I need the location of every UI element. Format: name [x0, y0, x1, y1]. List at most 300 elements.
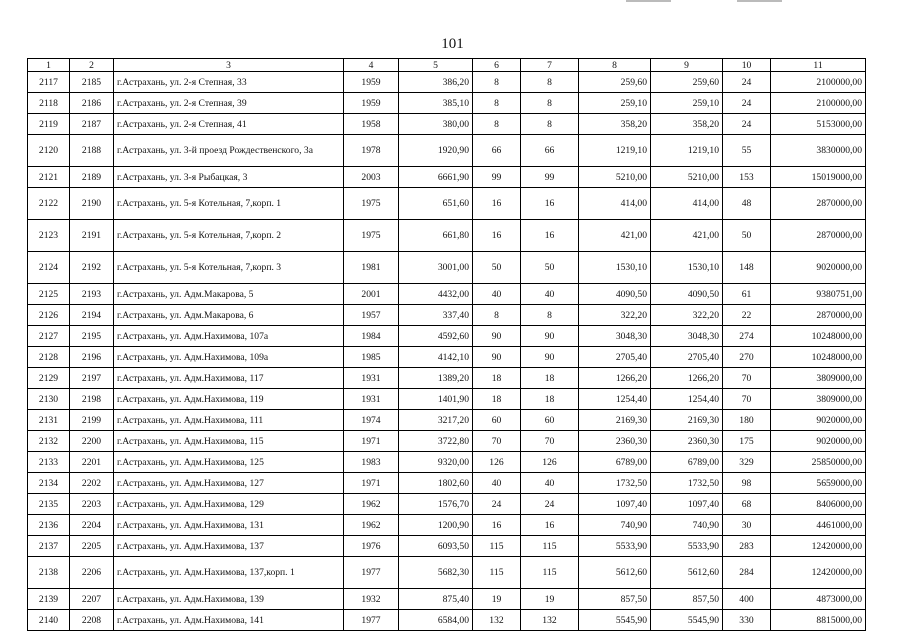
apartments-count-a-cell: 90: [473, 347, 521, 368]
year-built-cell: 1976: [344, 536, 399, 557]
record-id-cell: 2204: [70, 515, 114, 536]
living-area-a-cell: 2705,40: [579, 347, 651, 368]
row-number-cell: 2138: [28, 557, 70, 589]
address-cell: г.Астрахань, ул. 3-я Рыбацкая, 3: [114, 167, 344, 188]
table-row: [28, 188, 866, 220]
column-header: 9: [651, 59, 723, 72]
table-row: [28, 452, 866, 473]
table-row: [28, 93, 866, 114]
address-cell: г.Астрахань, ул. Адм.Нахимова, 107а: [114, 326, 344, 347]
residents-count-cell: 24: [723, 114, 771, 135]
residents-count-cell: 50: [723, 220, 771, 252]
address-cell: г.Астрахань, ул. Адм.Нахимова, 137,корп. 1: [114, 557, 344, 589]
living-area-a-cell: 857,50: [579, 589, 651, 610]
record-id-cell: 2185: [70, 72, 114, 93]
apartments-count-a-cell: 90: [473, 326, 521, 347]
living-area-a-cell: 4090,50: [579, 284, 651, 305]
row-number-cell: 2134: [28, 473, 70, 494]
apartments-count-b-cell: 66: [521, 135, 579, 167]
total-area-cell: 3001,00: [399, 252, 473, 284]
address-cell: г.Астрахань, ул. Адм.Нахимова, 119: [114, 389, 344, 410]
residents-count-cell: 284: [723, 557, 771, 589]
record-id-cell: 2193: [70, 284, 114, 305]
record-id-cell: 2197: [70, 368, 114, 389]
cost-value-cell: 2100000,00: [771, 93, 866, 114]
residents-count-cell: 61: [723, 284, 771, 305]
row-number-cell: 2130: [28, 389, 70, 410]
year-built-cell: 1975: [344, 188, 399, 220]
apartments-count-a-cell: 50: [473, 252, 521, 284]
table-row: [28, 252, 866, 284]
year-built-cell: 1975: [344, 220, 399, 252]
housing-register-table: [27, 58, 866, 631]
table-row: [28, 610, 866, 631]
living-area-a-cell: 6789,00: [579, 452, 651, 473]
residents-count-cell: 30: [723, 515, 771, 536]
column-header: 10: [723, 59, 771, 72]
residents-count-cell: 329: [723, 452, 771, 473]
record-id-cell: 2188: [70, 135, 114, 167]
living-area-a-cell: 1266,20: [579, 368, 651, 389]
living-area-b-cell: 259,10: [651, 93, 723, 114]
record-id-cell: 2202: [70, 473, 114, 494]
address-cell: г.Астрахань, ул. 2-я Степная, 39: [114, 93, 344, 114]
apartments-count-b-cell: 16: [521, 515, 579, 536]
total-area-cell: 5682,30: [399, 557, 473, 589]
row-number-cell: 2137: [28, 536, 70, 557]
scan-mark-left: [626, 0, 671, 2]
year-built-cell: 1959: [344, 72, 399, 93]
row-number-cell: 2136: [28, 515, 70, 536]
living-area-b-cell: 1266,20: [651, 368, 723, 389]
residents-count-cell: 175: [723, 431, 771, 452]
column-header: 1: [28, 59, 70, 72]
living-area-b-cell: 2360,30: [651, 431, 723, 452]
apartments-count-a-cell: 8: [473, 305, 521, 326]
total-area-cell: 3217,20: [399, 410, 473, 431]
living-area-b-cell: 1254,40: [651, 389, 723, 410]
apartments-count-b-cell: 8: [521, 93, 579, 114]
row-number-cell: 2119: [28, 114, 70, 135]
header-row: [28, 59, 866, 72]
year-built-cell: 1983: [344, 452, 399, 473]
cost-value-cell: 12420000,00: [771, 536, 866, 557]
total-area-cell: 1401,90: [399, 389, 473, 410]
living-area-a-cell: 1097,40: [579, 494, 651, 515]
year-built-cell: 1962: [344, 494, 399, 515]
cost-value-cell: 9020000,00: [771, 252, 866, 284]
cost-value-cell: 15019000,00: [771, 167, 866, 188]
apartments-count-b-cell: 8: [521, 114, 579, 135]
cost-value-cell: 2100000,00: [771, 72, 866, 93]
living-area-a-cell: 5533,90: [579, 536, 651, 557]
year-built-cell: 1971: [344, 431, 399, 452]
apartments-count-b-cell: 40: [521, 284, 579, 305]
table-row: [28, 284, 866, 305]
record-id-cell: 2199: [70, 410, 114, 431]
cost-value-cell: 3809000,00: [771, 368, 866, 389]
residents-count-cell: 283: [723, 536, 771, 557]
cost-value-cell: 4873000,00: [771, 589, 866, 610]
record-id-cell: 2186: [70, 93, 114, 114]
living-area-a-cell: 421,00: [579, 220, 651, 252]
record-id-cell: 2187: [70, 114, 114, 135]
year-built-cell: 1959: [344, 93, 399, 114]
record-id-cell: 2189: [70, 167, 114, 188]
apartments-count-a-cell: 16: [473, 515, 521, 536]
table-body: [28, 72, 866, 631]
apartments-count-b-cell: 115: [521, 536, 579, 557]
apartments-count-b-cell: 8: [521, 72, 579, 93]
cost-value-cell: 3830000,00: [771, 135, 866, 167]
total-area-cell: 385,10: [399, 93, 473, 114]
living-area-a-cell: 1732,50: [579, 473, 651, 494]
apartments-count-b-cell: 16: [521, 188, 579, 220]
residents-count-cell: 274: [723, 326, 771, 347]
address-cell: г.Астрахань, ул. 5-я Котельная, 7,корп. 3: [114, 252, 344, 284]
table-row: [28, 368, 866, 389]
record-id-cell: 2192: [70, 252, 114, 284]
living-area-b-cell: 322,20: [651, 305, 723, 326]
year-built-cell: 1931: [344, 389, 399, 410]
apartments-count-b-cell: 132: [521, 610, 579, 631]
living-area-b-cell: 857,50: [651, 589, 723, 610]
record-id-cell: 2203: [70, 494, 114, 515]
row-number-cell: 2120: [28, 135, 70, 167]
apartments-count-a-cell: 18: [473, 368, 521, 389]
record-id-cell: 2198: [70, 389, 114, 410]
apartments-count-a-cell: 99: [473, 167, 521, 188]
year-built-cell: 2003: [344, 167, 399, 188]
table-row: [28, 135, 866, 167]
living-area-b-cell: 259,60: [651, 72, 723, 93]
living-area-a-cell: 1254,40: [579, 389, 651, 410]
living-area-a-cell: 1530,10: [579, 252, 651, 284]
year-built-cell: 2001: [344, 284, 399, 305]
address-cell: г.Астрахань, ул. Адм.Нахимова, 129: [114, 494, 344, 515]
address-cell: г.Астрахань, ул. 2-я Степная, 33: [114, 72, 344, 93]
table-row: [28, 305, 866, 326]
total-area-cell: 1389,20: [399, 368, 473, 389]
total-area-cell: 386,20: [399, 72, 473, 93]
row-number-cell: 2140: [28, 610, 70, 631]
residents-count-cell: 400: [723, 589, 771, 610]
total-area-cell: 1576,70: [399, 494, 473, 515]
year-built-cell: 1957: [344, 305, 399, 326]
total-area-cell: 875,40: [399, 589, 473, 610]
row-number-cell: 2135: [28, 494, 70, 515]
living-area-a-cell: 259,60: [579, 72, 651, 93]
year-built-cell: 1971: [344, 473, 399, 494]
apartments-count-b-cell: 16: [521, 220, 579, 252]
row-number-cell: 2126: [28, 305, 70, 326]
living-area-a-cell: 2360,30: [579, 431, 651, 452]
address-cell: г.Астрахань, ул. Адм.Макарова, 6: [114, 305, 344, 326]
residents-count-cell: 70: [723, 368, 771, 389]
residents-count-cell: 22: [723, 305, 771, 326]
apartments-count-b-cell: 18: [521, 368, 579, 389]
year-built-cell: 1931: [344, 368, 399, 389]
apartments-count-b-cell: 70: [521, 431, 579, 452]
year-built-cell: 1984: [344, 326, 399, 347]
column-header: 5: [399, 59, 473, 72]
year-built-cell: 1974: [344, 410, 399, 431]
total-area-cell: 661,80: [399, 220, 473, 252]
row-number-cell: 2128: [28, 347, 70, 368]
apartments-count-a-cell: 16: [473, 220, 521, 252]
table-row: [28, 515, 866, 536]
living-area-b-cell: 740,90: [651, 515, 723, 536]
table-row: [28, 72, 866, 93]
cost-value-cell: 4461000,00: [771, 515, 866, 536]
apartments-count-b-cell: 19: [521, 589, 579, 610]
total-area-cell: 6093,50: [399, 536, 473, 557]
record-id-cell: 2206: [70, 557, 114, 589]
total-area-cell: 4142,10: [399, 347, 473, 368]
residents-count-cell: 270: [723, 347, 771, 368]
page-number: 101: [441, 36, 464, 52]
table-row: [28, 557, 866, 589]
apartments-count-b-cell: 40: [521, 473, 579, 494]
total-area-cell: 1802,60: [399, 473, 473, 494]
living-area-b-cell: 2705,40: [651, 347, 723, 368]
table-row: [28, 167, 866, 188]
residents-count-cell: 70: [723, 389, 771, 410]
total-area-cell: 651,60: [399, 188, 473, 220]
living-area-a-cell: 358,20: [579, 114, 651, 135]
living-area-b-cell: 1732,50: [651, 473, 723, 494]
living-area-a-cell: 740,90: [579, 515, 651, 536]
record-id-cell: 2205: [70, 536, 114, 557]
apartments-count-b-cell: 24: [521, 494, 579, 515]
row-number-cell: 2125: [28, 284, 70, 305]
table-row: [28, 389, 866, 410]
cost-value-cell: 10248000,00: [771, 347, 866, 368]
apartments-count-b-cell: 115: [521, 557, 579, 589]
row-number-cell: 2124: [28, 252, 70, 284]
residents-count-cell: 55: [723, 135, 771, 167]
column-header: 3: [114, 59, 344, 72]
table-row: [28, 347, 866, 368]
total-area-cell: 1200,90: [399, 515, 473, 536]
address-cell: г.Астрахань, ул. Адм.Нахимова, 109а: [114, 347, 344, 368]
address-cell: г.Астрахань, ул. Адм.Макарова, 5: [114, 284, 344, 305]
living-area-b-cell: 1530,10: [651, 252, 723, 284]
apartments-count-a-cell: 18: [473, 389, 521, 410]
row-number-cell: 2129: [28, 368, 70, 389]
living-area-a-cell: 322,20: [579, 305, 651, 326]
cost-value-cell: 8815000,00: [771, 610, 866, 631]
record-id-cell: 2207: [70, 589, 114, 610]
row-number-cell: 2118: [28, 93, 70, 114]
living-area-b-cell: 421,00: [651, 220, 723, 252]
address-cell: г.Астрахань, ул. 2-я Степная, 41: [114, 114, 344, 135]
table-row: [28, 220, 866, 252]
address-cell: г.Астрахань, ул. 3-й проезд Рождественского, 3а: [114, 135, 344, 167]
residents-count-cell: 148: [723, 252, 771, 284]
record-id-cell: 2200: [70, 431, 114, 452]
apartments-count-a-cell: 8: [473, 93, 521, 114]
cost-value-cell: 2870000,00: [771, 188, 866, 220]
table-row: [28, 410, 866, 431]
living-area-b-cell: 6789,00: [651, 452, 723, 473]
apartments-count-a-cell: 8: [473, 72, 521, 93]
cost-value-cell: 12420000,00: [771, 557, 866, 589]
total-area-cell: 3722,80: [399, 431, 473, 452]
living-area-b-cell: 5612,60: [651, 557, 723, 589]
year-built-cell: 1932: [344, 589, 399, 610]
total-area-cell: 380,00: [399, 114, 473, 135]
apartments-count-a-cell: 24: [473, 494, 521, 515]
row-number-cell: 2139: [28, 589, 70, 610]
year-built-cell: 1962: [344, 515, 399, 536]
living-area-a-cell: 2169,30: [579, 410, 651, 431]
record-id-cell: 2208: [70, 610, 114, 631]
address-cell: г.Астрахань, ул. Адм.Нахимова, 141: [114, 610, 344, 631]
apartments-count-b-cell: 18: [521, 389, 579, 410]
living-area-a-cell: 5210,00: [579, 167, 651, 188]
apartments-count-a-cell: 132: [473, 610, 521, 631]
living-area-b-cell: 414,00: [651, 188, 723, 220]
living-area-b-cell: 5545,90: [651, 610, 723, 631]
address-cell: г.Астрахань, ул. Адм.Нахимова, 137: [114, 536, 344, 557]
living-area-b-cell: 5210,00: [651, 167, 723, 188]
living-area-a-cell: 259,10: [579, 93, 651, 114]
cost-value-cell: 3809000,00: [771, 389, 866, 410]
cost-value-cell: 9020000,00: [771, 431, 866, 452]
table-row: [28, 589, 866, 610]
living-area-b-cell: 1219,10: [651, 135, 723, 167]
record-id-cell: 2194: [70, 305, 114, 326]
residents-count-cell: 153: [723, 167, 771, 188]
residents-count-cell: 180: [723, 410, 771, 431]
address-cell: г.Астрахань, ул. Адм.Нахимова, 125: [114, 452, 344, 473]
address-cell: г.Астрахань, ул. Адм.Нахимова, 117: [114, 368, 344, 389]
column-header: 11: [771, 59, 866, 72]
living-area-b-cell: 4090,50: [651, 284, 723, 305]
apartments-count-a-cell: 8: [473, 114, 521, 135]
apartments-count-a-cell: 115: [473, 557, 521, 589]
cost-value-cell: 5659000,00: [771, 473, 866, 494]
row-number-cell: 2132: [28, 431, 70, 452]
year-built-cell: 1978: [344, 135, 399, 167]
cost-value-cell: 8406000,00: [771, 494, 866, 515]
row-number-cell: 2117: [28, 72, 70, 93]
row-number-cell: 2121: [28, 167, 70, 188]
address-cell: г.Астрахань, ул. Адм.Нахимова, 139: [114, 589, 344, 610]
address-cell: г.Астрахань, ул. Адм.Нахимова, 115: [114, 431, 344, 452]
address-cell: г.Астрахань, ул. 5-я Котельная, 7,корп. 1: [114, 188, 344, 220]
column-header: 4: [344, 59, 399, 72]
address-cell: г.Астрахань, ул. Адм.Нахимова, 111: [114, 410, 344, 431]
living-area-a-cell: 3048,30: [579, 326, 651, 347]
apartments-count-a-cell: 115: [473, 536, 521, 557]
table-row: [28, 114, 866, 135]
total-area-cell: 6584,00: [399, 610, 473, 631]
residents-count-cell: 24: [723, 72, 771, 93]
cost-value-cell: 10248000,00: [771, 326, 866, 347]
row-number-cell: 2127: [28, 326, 70, 347]
record-id-cell: 2191: [70, 220, 114, 252]
apartments-count-a-cell: 16: [473, 188, 521, 220]
apartments-count-a-cell: 60: [473, 410, 521, 431]
row-number-cell: 2133: [28, 452, 70, 473]
apartments-count-a-cell: 66: [473, 135, 521, 167]
living-area-b-cell: 1097,40: [651, 494, 723, 515]
column-header: 7: [521, 59, 579, 72]
living-area-b-cell: 3048,30: [651, 326, 723, 347]
residents-count-cell: 98: [723, 473, 771, 494]
apartments-count-a-cell: 40: [473, 473, 521, 494]
cost-value-cell: 9380751,00: [771, 284, 866, 305]
year-built-cell: 1981: [344, 252, 399, 284]
total-area-cell: 1920,90: [399, 135, 473, 167]
record-id-cell: 2195: [70, 326, 114, 347]
table-row: [28, 431, 866, 452]
total-area-cell: 6661,90: [399, 167, 473, 188]
year-built-cell: 1977: [344, 557, 399, 589]
apartments-count-a-cell: 40: [473, 284, 521, 305]
scan-mark-right: [737, 0, 782, 2]
year-built-cell: 1977: [344, 610, 399, 631]
record-id-cell: 2190: [70, 188, 114, 220]
cost-value-cell: 5153000,00: [771, 114, 866, 135]
table-row: [28, 494, 866, 515]
apartments-count-b-cell: 99: [521, 167, 579, 188]
residents-count-cell: 48: [723, 188, 771, 220]
table-row: [28, 536, 866, 557]
living-area-b-cell: 5533,90: [651, 536, 723, 557]
year-built-cell: 1985: [344, 347, 399, 368]
residents-count-cell: 24: [723, 93, 771, 114]
table-row: [28, 473, 866, 494]
residents-count-cell: 68: [723, 494, 771, 515]
total-area-cell: 9320,00: [399, 452, 473, 473]
row-number-cell: 2123: [28, 220, 70, 252]
record-id-cell: 2196: [70, 347, 114, 368]
total-area-cell: 4592,60: [399, 326, 473, 347]
apartments-count-b-cell: 60: [521, 410, 579, 431]
address-cell: г.Астрахань, ул. Адм.Нахимова, 127: [114, 473, 344, 494]
apartments-count-b-cell: 50: [521, 252, 579, 284]
row-number-cell: 2131: [28, 410, 70, 431]
year-built-cell: 1958: [344, 114, 399, 135]
living-area-a-cell: 414,00: [579, 188, 651, 220]
total-area-cell: 4432,00: [399, 284, 473, 305]
record-id-cell: 2201: [70, 452, 114, 473]
cost-value-cell: 25850000,00: [771, 452, 866, 473]
apartments-count-b-cell: 126: [521, 452, 579, 473]
column-header: 2: [70, 59, 114, 72]
residents-count-cell: 330: [723, 610, 771, 631]
living-area-b-cell: 2169,30: [651, 410, 723, 431]
table-row: [28, 326, 866, 347]
living-area-a-cell: 1219,10: [579, 135, 651, 167]
cost-value-cell: 2870000,00: [771, 220, 866, 252]
address-cell: г.Астрахань, ул. Адм.Нахимова, 131: [114, 515, 344, 536]
apartments-count-a-cell: 126: [473, 452, 521, 473]
total-area-cell: 337,40: [399, 305, 473, 326]
living-area-b-cell: 358,20: [651, 114, 723, 135]
address-cell: г.Астрахань, ул. 5-я Котельная, 7,корп. 2: [114, 220, 344, 252]
apartments-count-b-cell: 90: [521, 347, 579, 368]
apartments-count-b-cell: 90: [521, 326, 579, 347]
apartments-count-a-cell: 19: [473, 589, 521, 610]
column-header: 8: [579, 59, 651, 72]
apartments-count-b-cell: 8: [521, 305, 579, 326]
apartments-count-a-cell: 70: [473, 431, 521, 452]
row-number-cell: 2122: [28, 188, 70, 220]
